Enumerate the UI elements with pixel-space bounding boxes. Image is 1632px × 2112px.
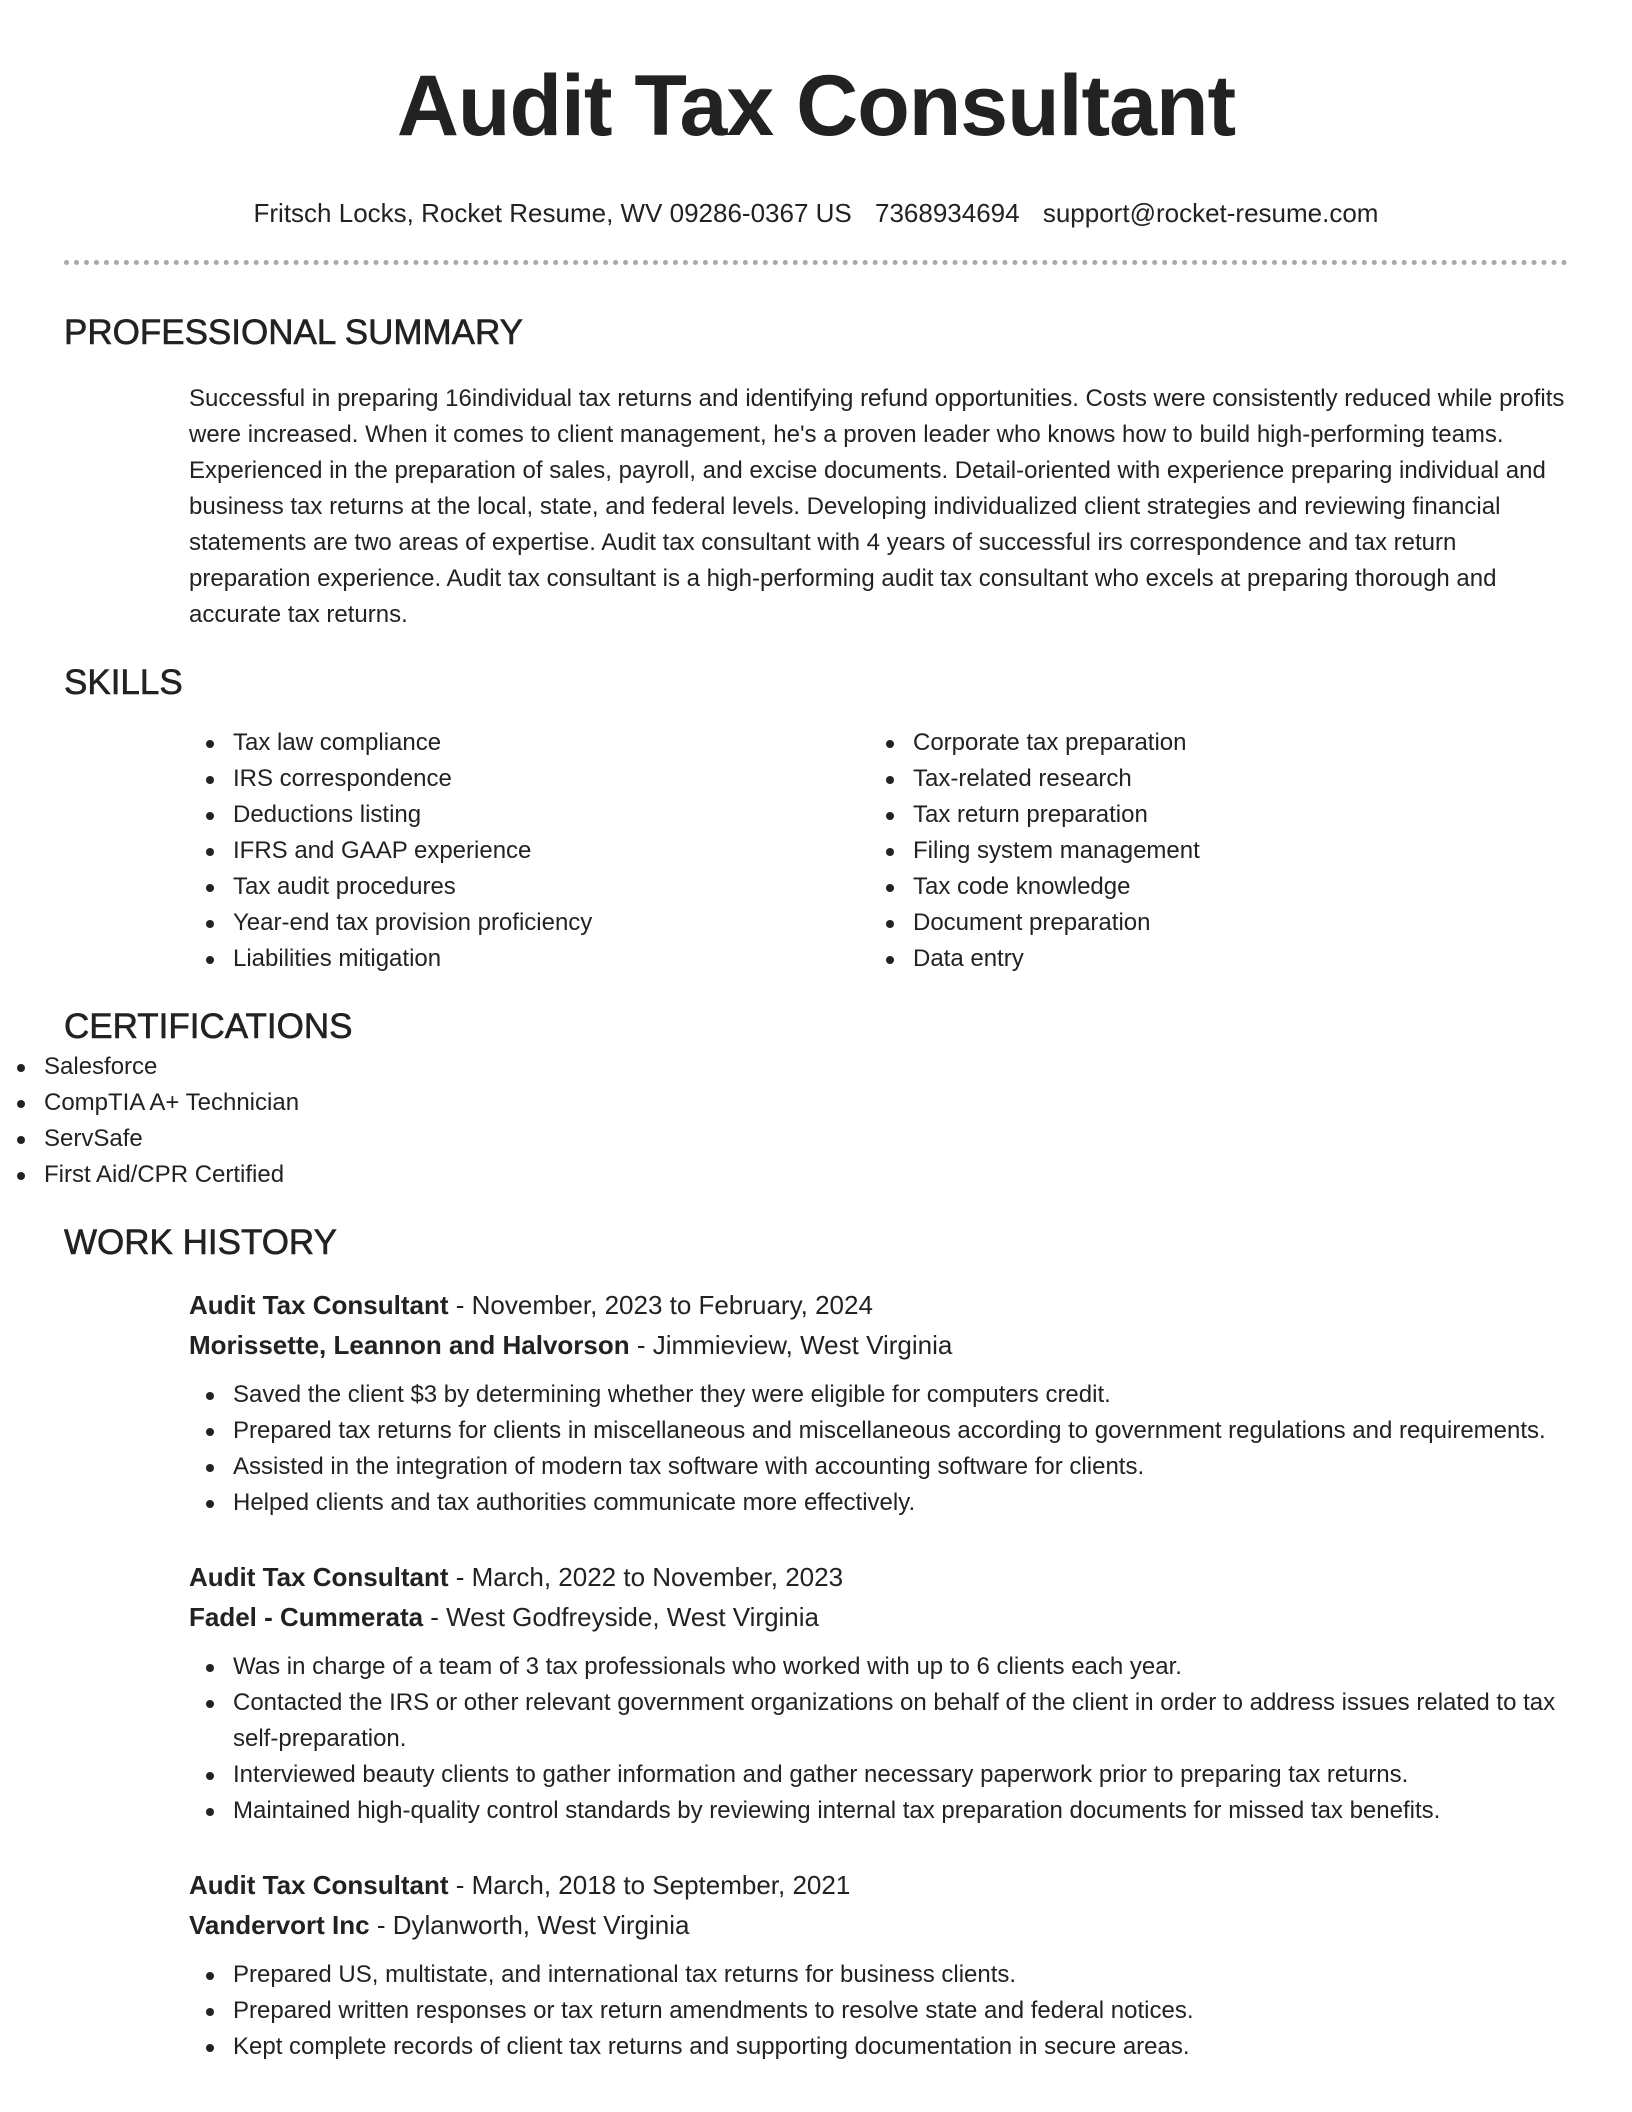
certifications-list	[0, 1049, 1632, 1193]
job-title-line	[189, 1557, 1568, 1597]
skill-item: Document preparation	[869, 905, 1549, 941]
job-title-line	[189, 1865, 1568, 1905]
job-bullets	[189, 1957, 1568, 2065]
contact-info	[0, 196, 1632, 230]
skill-item: Filing system management	[869, 833, 1549, 869]
job-bullet: Was in charge of a team of 3 tax professionals who worked with up to 6 clients each year.	[189, 1649, 1568, 1685]
certification-item: ServSafe	[0, 1121, 1632, 1157]
job-company: Vandervort Inc	[189, 1910, 370, 1940]
job-bullet: Saved the client $3 by determining whether they were eligible for computers credit.	[189, 1377, 1568, 1413]
section-title-skills: SKILLS	[64, 663, 183, 702]
job-location: - Jimmieview, West Virginia	[629, 1330, 953, 1360]
job-company-line	[189, 1597, 1568, 1637]
job-bullet: Kept complete records of client tax returns and supporting documentation in secure areas.	[189, 2029, 1568, 2065]
contact-address: Fritsch Locks, Rocket Resume, WV 09286-0367 US	[253, 198, 852, 228]
job-bullet: Interviewed beauty clients to gather information and gather necessary paperwork prior to preparing tax returns.	[189, 1757, 1568, 1793]
skill-item: Tax code knowledge	[869, 869, 1549, 905]
certification-item: CompTIA A+ Technician	[0, 1085, 1632, 1121]
skills-grid	[189, 725, 1632, 977]
job-entry	[189, 1557, 1568, 1829]
job-location: - Dylanworth, West Virginia	[369, 1910, 690, 1940]
contact-phone: 7368934694	[875, 198, 1020, 228]
job-role: Audit Tax Consultant	[189, 1290, 449, 1320]
job-dates: - March, 2022 to November, 2023	[448, 1562, 844, 1592]
job-bullet: Assisted in the integration of modern tax software with accounting software for clients.	[189, 1449, 1568, 1485]
job-company: Fadel - Cummerata	[189, 1602, 424, 1632]
skills-list-left	[189, 725, 869, 977]
job-bullet: Helped clients and tax authorities communicate more effectively.	[189, 1485, 1568, 1521]
certification-item: First Aid/CPR Certified	[0, 1157, 1632, 1193]
job-company-line	[189, 1325, 1568, 1365]
job-bullets	[189, 1649, 1568, 1829]
job-bullet: Contacted the IRS or other relevant government organizations on behalf of the client in order to address issues related to tax self-preparation.	[189, 1685, 1568, 1757]
job-dates: - March, 2018 to September, 2021	[448, 1870, 851, 1900]
skill-item: Liabilities mitigation	[189, 941, 869, 977]
skill-item: Tax-related research	[869, 761, 1549, 797]
job-title-line	[189, 1285, 1568, 1325]
job-company-line	[189, 1905, 1568, 1945]
job-entry	[189, 1865, 1568, 2065]
header-divider	[64, 260, 1568, 265]
job-location: - West Godfreyside, West Virginia	[423, 1602, 820, 1632]
skill-item: Year-end tax provision proficiency	[189, 905, 869, 941]
skill-item: IRS correspondence	[189, 761, 869, 797]
job-bullet: Prepared tax returns for clients in miscellaneous and miscellaneous according to government regulations and requirements.	[189, 1413, 1568, 1449]
summary-text: Successful in preparing 16individual tax returns and identifying refund opportunities. Costs were consistently reduced while profits were increased. When it comes to client management, he's a proven leader who knows how to build high-performing teams. Experienced in the preparation of sales, payroll, and excise documents. Detail-oriented with experience preparing individual and business tax returns at the local, state, and federal levels. Developing individualized client strategies and reviewing financial statements are two areas of expertise. Audit tax consultant with 4 years of successful irs correspondence and tax return preparation experience. Audit tax consultant is a high-performing audit tax consultant who excels at preparing thorough and accurate tax returns.	[189, 385, 1565, 628]
skill-item: IFRS and GAAP experience	[189, 833, 869, 869]
skill-item: Corporate tax preparation	[869, 725, 1549, 761]
contact-email: support@rocket-resume.com	[1042, 198, 1379, 228]
job-bullet: Prepared written responses or tax return amendments to resolve state and federal notices.	[189, 1993, 1568, 2029]
section-title-summary: PROFESSIONAL SUMMARY	[64, 313, 523, 352]
section-title-certifications: CERTIFICATIONS	[64, 1007, 353, 1046]
job-role: Audit Tax Consultant	[189, 1562, 449, 1592]
job-dates: - November, 2023 to February, 2024	[448, 1290, 873, 1320]
job-role: Audit Tax Consultant	[189, 1870, 449, 1900]
skills-list-right	[869, 725, 1549, 977]
job-bullets	[189, 1377, 1568, 1521]
resume-name: Audit Tax Consultant	[396, 58, 1236, 154]
skill-item: Deductions listing	[189, 797, 869, 833]
skill-item: Tax audit procedures	[189, 869, 869, 905]
certification-item: Salesforce	[0, 1049, 1632, 1085]
job-bullet: Prepared US, multistate, and international tax returns for business clients.	[189, 1957, 1568, 1993]
skill-item: Data entry	[869, 941, 1549, 977]
job-bullet: Maintained high-quality control standards by reviewing internal tax preparation documents for missed tax benefits.	[189, 1793, 1568, 1829]
skill-item: Tax law compliance	[189, 725, 869, 761]
skill-item: Tax return preparation	[869, 797, 1549, 833]
job-entry	[189, 1285, 1568, 1521]
section-title-work-history: WORK HISTORY	[64, 1223, 337, 1262]
job-company: Morissette, Leannon and Halvorson	[189, 1330, 630, 1360]
